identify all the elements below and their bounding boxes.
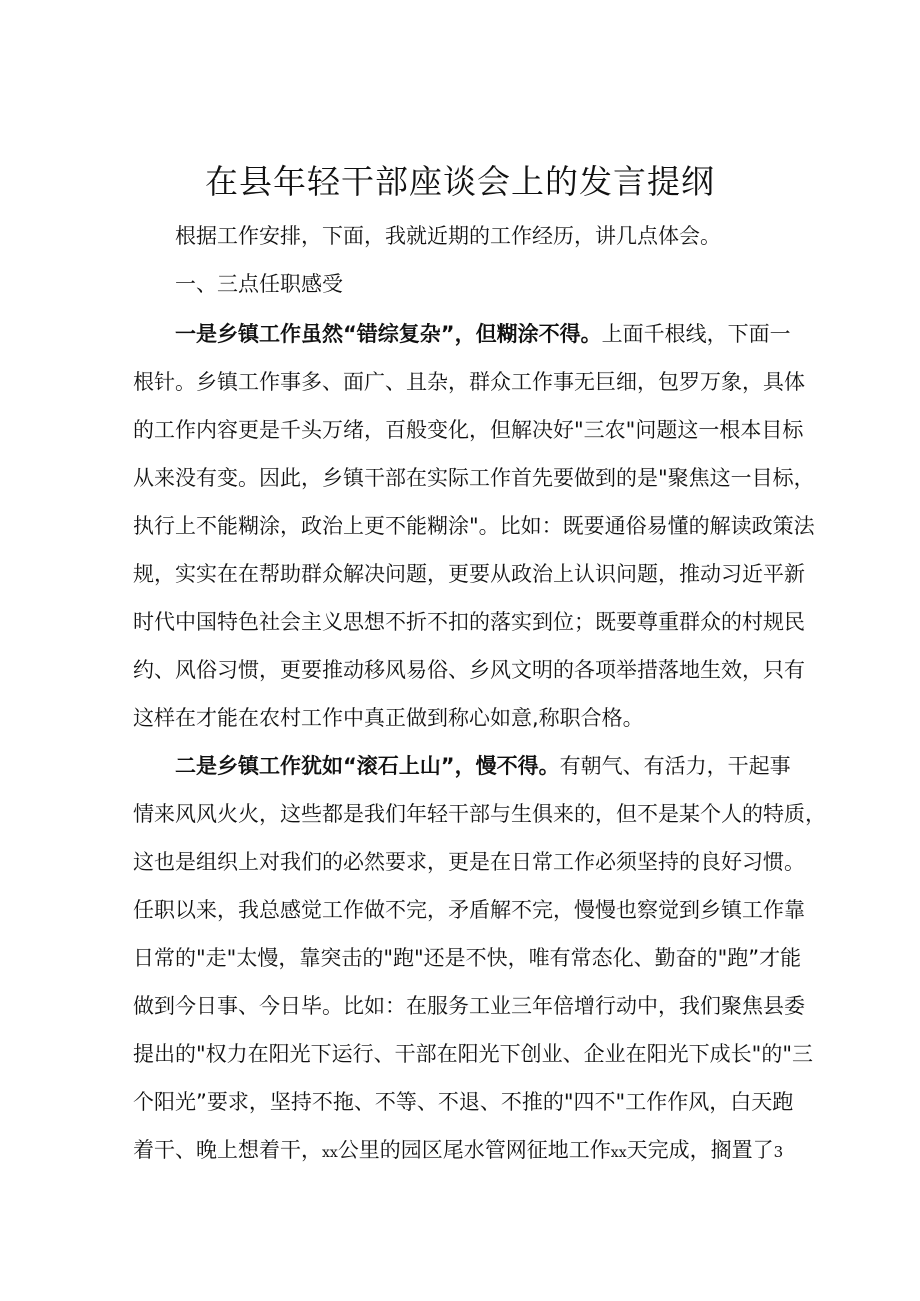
para2-line: 日常的"走"太慢，靠突击的"跑"还是不快，唯有常态化、勤奋的"跑”才能 bbox=[133, 946, 802, 970]
para1-line: 的工作内容更是千头万绪，百般变化，但解决好"三农"问题这一根本目标 bbox=[133, 418, 804, 442]
para1-line: 约、风俗习惯，更要推动移风易俗、乡风文明的各项举措落地生效，只有 bbox=[133, 658, 805, 682]
para1-first-line bbox=[175, 310, 791, 358]
para2-last-part1: 着干、晚上想着干， bbox=[133, 1138, 322, 1162]
para2-line: 任职以来，我总感觉工作做不完，矛盾解不完，慢慢也察觉到乡镇工作靠 bbox=[133, 898, 805, 922]
para1-line: 根针。乡镇工作事多、面广、且杂，群众工作事无巨细，包罗万象，具体 bbox=[133, 370, 805, 394]
para2-line: 这也是组织上对我们的必然要求，更是在日常工作必须坚持的良好习惯。 bbox=[133, 850, 805, 874]
document-title: 在县年轻干部座谈会上的发言提纲 bbox=[205, 162, 715, 201]
para1-line: 规，实实在在帮助群众解决问题，更要从政治上认识问题，推动习近平新 bbox=[133, 562, 805, 586]
para2-line: 提出的"权力在阳光下运行、干部在阳光下创业、企业在阳光下成长"的"三 bbox=[133, 1042, 813, 1066]
para1-line: 这样在才能在农村工作中真正做到称心如意,称职合格。 bbox=[133, 706, 644, 730]
para1-line: 时代中国特色社会主义思想不折不扣的落实到位；既要尊重群众的村规民 bbox=[133, 610, 805, 634]
para2-last-part2: 公里的园区尾水管网征地工作 bbox=[337, 1138, 611, 1162]
placeholder-xx: xx bbox=[610, 1145, 627, 1161]
para2-line: 个阳光”要求，坚持不拖、不等、不退、不推的"四不"工作作风，白天跑 bbox=[133, 1090, 794, 1114]
para1-bold-lead: 一是乡镇工作虽然“错综复杂”，但糊涂不得。 bbox=[175, 322, 602, 346]
para2-last-part3: 天完成，搁置了 bbox=[626, 1138, 774, 1162]
para2-last-line bbox=[133, 1126, 783, 1174]
para2-bold-lead: 二是乡镇工作犹如“滚石上山”，慢不得。 bbox=[175, 754, 560, 778]
para1-line: 执行上不能糊涂，政治上更不能糊涂"。比如：既要通俗易懂的解读政策法 bbox=[133, 514, 815, 538]
section-heading: 一、三点任职感受 bbox=[175, 272, 343, 296]
para2-line: 情来风风火火，这些都是我们年轻干部与生俱来的，但不是某个人的特质， bbox=[133, 802, 826, 826]
para2-line: 做到今日事、今日毕。比如：在服务工业三年倍增行动中，我们聚焦县委 bbox=[133, 994, 805, 1018]
para1-first-line-rest: 上面千根线，下面一 bbox=[601, 322, 791, 346]
para1-line: 从来没有变。因此，乡镇干部在实际工作首先要做到的是"聚焦这一目标， bbox=[133, 466, 815, 490]
intro-paragraph: 根据工作安排，下面，我就近期的工作经历，讲几点体会。 bbox=[175, 224, 721, 248]
placeholder-xx: xx bbox=[322, 1145, 338, 1161]
page-number: 3 bbox=[773, 1143, 784, 1161]
para2-first-line bbox=[175, 742, 791, 790]
para2-first-line-rest: 有朝气、有活力，干起事 bbox=[559, 754, 791, 778]
